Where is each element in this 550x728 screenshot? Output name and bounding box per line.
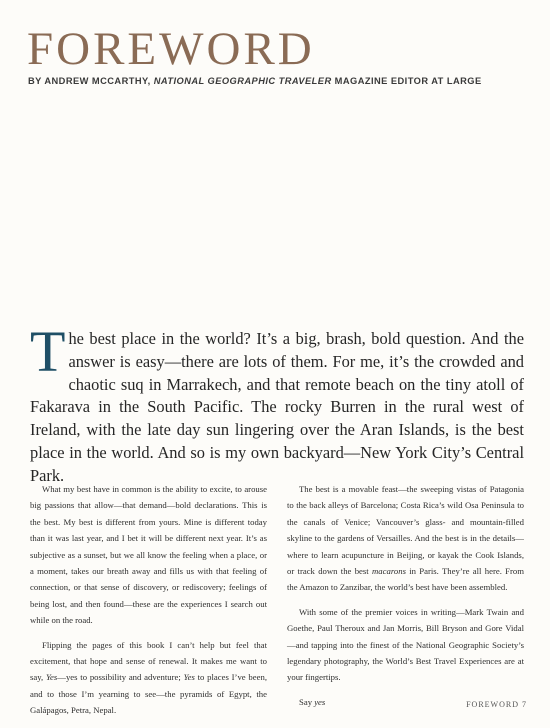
page-title: FOREWORD — [27, 23, 315, 75]
italic-yes: Yes — [45, 672, 58, 683]
lead-text: he best place in the world? It’s a big, brash, bold question. And the answer is easy—there are lots of them. For me, it’s the crowded and chaotic suq in Marrakech, and that remote beach on the tiny atoll of Fakarava in the South Pacific. The rocky Burren in the rural west of Ireland, with the late day sun lingering over the Aran Islands, is the best place in the world. And so is my own backyard—New York City’s Central Park. — [30, 329, 524, 485]
text-run: Flipping the pages of this book I can’t help but feel that excitement, that hope and sense of renewal. It makes me want to say, — [30, 639, 267, 683]
left-paragraph-1: What my best have in common is the ability to excite, to arouse big passions that allow—that demand—bold declarations. This is the best. My best is different from yours. Mine is different today than it was last year, and I bet it will be different next year. It’s as subjective as a sunset, but we all know the feeling when a place, or a moment, takes our breath away and fills us with that feeling of connection, or that sense of discovery, or rediscovery; feelings of being lost, and then found—these are the experiences I search out while on the road. — [30, 484, 267, 626]
left-paragraph-2 — [30, 637, 267, 719]
folio-label: FOREWORD — [466, 700, 519, 709]
folio — [466, 700, 526, 709]
byline-publication: NATIONAL GEOGRAPHIC TRAVELER — [153, 76, 332, 86]
right-paragraph-1 — [287, 481, 524, 596]
lead-paragraph — [30, 319, 524, 488]
text-run: to places I’ve been, and to those I’m yearning to see—the pyramids of Egypt, the Galápagos, Petra, Nepal. — [30, 672, 267, 716]
text-run: Say — [299, 696, 315, 707]
right-column — [287, 481, 524, 718]
left-column — [30, 481, 267, 727]
drop-cap: T — [30, 319, 66, 384]
italic-yes: yes — [314, 696, 326, 707]
text-run: in Paris. They’re all here. From the Amazon to Zanzibar, the world’s best have been assembled. — [287, 566, 524, 593]
byline-role: MAGAZINE EDITOR AT LARGE — [331, 76, 482, 86]
page-number: 7 — [522, 700, 526, 709]
text-run: —yes to possibility and adventure; — [57, 672, 184, 683]
byline-author: BY ANDREW MCCARTHY, — [28, 76, 154, 86]
italic-macarons: macarons — [372, 566, 406, 577]
byline — [28, 76, 543, 86]
italic-yes: Yes — [183, 672, 195, 683]
text-run: The best is a movable feast—the sweeping vistas of Patagonia to the back alleys of Barcelona; Costa Rica’s wild Osa Peninsula to the canals of Venice; Vancouver’s glass- and mountain-filled skyline to the gardens of Versailles. And the best is in the details—where to learn acupuncture in Beijing, or kayak the Cook Islands, or track down the best — [287, 484, 524, 577]
right-paragraph-2: With some of the premier voices in writing—Mark Twain and Goethe, Paul Theroux and Jan Morris, Bill Bryson and Gore Vidal—and tapping into the finest of the National Geographic Society’s legendary photography, the World’s Best Travel Experiences are at your fingertips. — [287, 606, 524, 683]
